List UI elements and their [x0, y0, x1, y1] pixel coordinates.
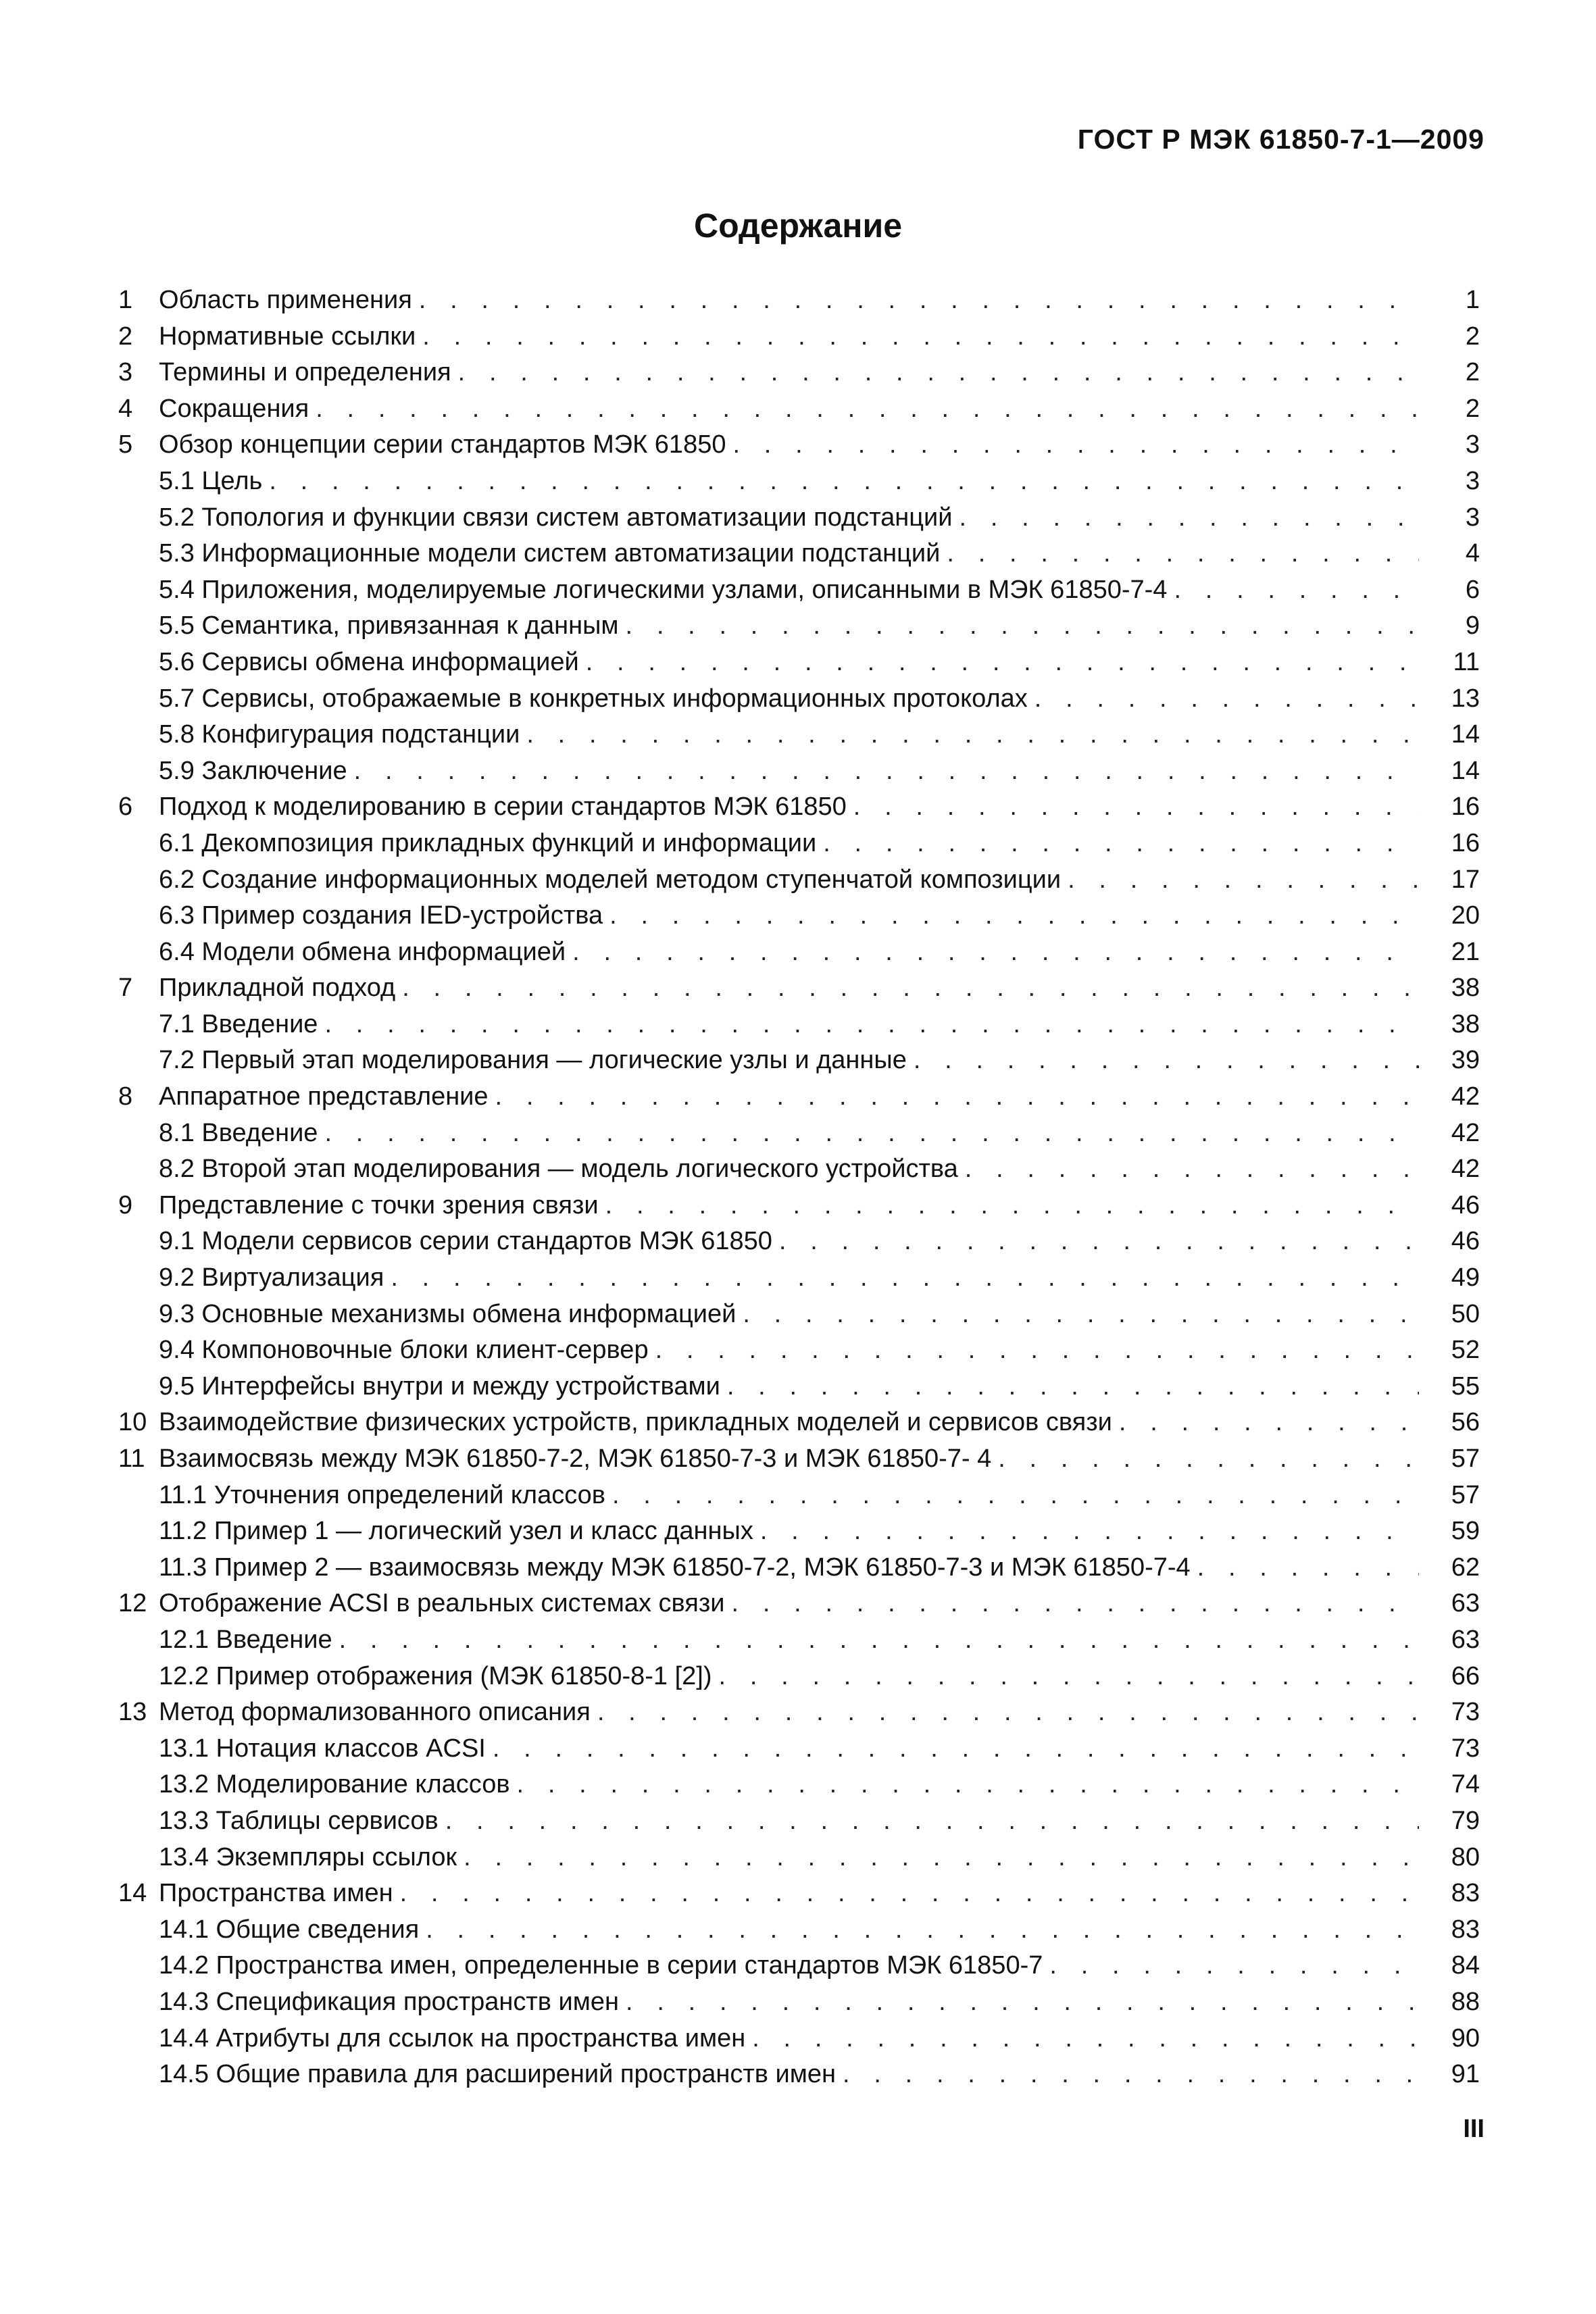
toc-entry[interactable] — [118, 1912, 1480, 1948]
dot-leader — [626, 1984, 1419, 2021]
toc-entry[interactable] — [118, 1260, 1480, 1297]
toc-entry-page: 6 — [1465, 575, 1480, 604]
toc-entry-body — [159, 1332, 1419, 1369]
toc-entry-page: 73 — [1451, 1698, 1480, 1727]
toc-entry[interactable] — [118, 717, 1480, 753]
toc-entry-number: 14 — [118, 1879, 147, 1908]
toc-entry-title: 13.1 Нотация классов ACSI — [159, 1734, 486, 1763]
toc-entry-body — [159, 1694, 1419, 1731]
dot-leader — [1049, 1948, 1419, 1984]
dot-leader — [597, 1694, 1419, 1731]
dot-leader — [743, 1297, 1419, 1333]
toc-entry-body — [159, 282, 1419, 319]
toc-entry[interactable] — [118, 898, 1480, 934]
document-code-header: ГОСТ Р МЭК 61850-7-1—2009 — [1077, 124, 1485, 155]
toc-entry-title: 8.1 Введение — [159, 1118, 318, 1147]
toc-entry[interactable] — [118, 681, 1480, 718]
toc-entry-number: 12 — [118, 1589, 147, 1618]
toc-entry-title: 6.3 Пример создания IED-устройства — [159, 901, 603, 930]
toc-entry-body — [159, 463, 1419, 500]
toc-entry-body — [159, 1948, 1419, 1984]
toc-entry-body — [159, 536, 1419, 572]
toc-entry-page: 63 — [1451, 1625, 1480, 1654]
toc-entry-title: 9.4 Компоновочные блоки клиент-сервер — [159, 1336, 649, 1365]
toc-entry-body — [159, 391, 1419, 428]
toc-entry-title: 6.2 Создание информационных моделей методом ступенчатой композиции — [159, 865, 1062, 894]
toc-entry-body — [159, 1260, 1419, 1297]
toc-entry[interactable] — [118, 753, 1480, 790]
toc-entry-title: Пространства имен — [159, 1879, 393, 1908]
dot-leader — [1197, 1550, 1419, 1586]
toc-entry[interactable] — [118, 1731, 1480, 1767]
toc-entry-body — [159, 1622, 1419, 1659]
toc-entry[interactable] — [118, 1622, 1480, 1659]
toc-entry-body — [159, 970, 1419, 1007]
toc-entry[interactable] — [118, 500, 1480, 536]
toc-entry-page: 63 — [1451, 1589, 1480, 1618]
toc-entry-page: 20 — [1451, 901, 1480, 930]
toc-entry-number: 8 — [118, 1082, 133, 1111]
toc-entry-body — [159, 1441, 1419, 1478]
toc-entry[interactable] — [118, 1984, 1480, 2021]
toc-entry-body — [159, 934, 1419, 971]
page-number-footer: III — [1463, 2115, 1485, 2143]
toc-entry-page: 84 — [1451, 1951, 1480, 1980]
toc-entry[interactable] — [118, 1079, 1480, 1115]
toc-entry-page: 21 — [1451, 937, 1480, 966]
toc-entry-body — [159, 1405, 1419, 1441]
dot-leader — [1068, 862, 1419, 899]
toc-entry-title: Сокращения — [159, 394, 309, 423]
toc-entry[interactable] — [118, 355, 1480, 391]
toc-entry-page: 38 — [1451, 974, 1480, 1003]
dot-leader — [1119, 1405, 1419, 1441]
toc-entry-title: Представление с точки зрения связи — [159, 1190, 599, 1219]
table-of-contents — [118, 282, 1480, 2093]
dot-leader — [998, 1441, 1419, 1478]
dot-leader — [422, 319, 1419, 355]
toc-entry[interactable] — [118, 645, 1480, 681]
toc-entry-page: 49 — [1451, 1263, 1480, 1292]
toc-entry[interactable] — [118, 1369, 1480, 1405]
toc-entry-body — [159, 1478, 1419, 1514]
dot-leader — [719, 1659, 1419, 1695]
toc-entry-body — [159, 789, 1419, 826]
toc-entry-body — [159, 2057, 1419, 2093]
toc-entry-page: 66 — [1451, 1661, 1480, 1690]
dot-leader — [965, 1151, 1419, 1188]
toc-entry-number: 9 — [118, 1190, 133, 1219]
toc-entry-number: 13 — [118, 1698, 147, 1727]
toc-entry[interactable] — [118, 1803, 1480, 1840]
toc-entry-page: 13 — [1451, 684, 1480, 713]
toc-entry-page: 88 — [1451, 1987, 1480, 2016]
toc-entry-title: Отображение ACSI в реальных системах связи — [159, 1589, 725, 1618]
toc-entry[interactable] — [118, 391, 1480, 428]
toc-entry[interactable] — [118, 1840, 1480, 1876]
dot-leader — [339, 1622, 1419, 1659]
page-title: Содержание — [693, 207, 903, 245]
toc-entry-page: 4 — [1465, 539, 1480, 568]
dot-leader — [458, 355, 1419, 391]
toc-entry-body — [159, 1115, 1419, 1152]
toc-entry-title: Взаимосвязь между МЭК 61850-7-2, МЭК 61850-7-3 и МЭК 61850-7- 4 — [159, 1444, 992, 1473]
toc-entry-page: 42 — [1451, 1082, 1480, 1111]
toc-entry[interactable] — [118, 1007, 1480, 1043]
toc-entry-page: 83 — [1451, 1915, 1480, 1944]
dot-leader — [445, 1803, 1419, 1840]
dot-leader — [324, 1115, 1419, 1152]
toc-entry-title: 14.5 Общие правила для расширений пространств имен — [159, 2060, 836, 2089]
dot-leader — [626, 608, 1419, 645]
toc-entry-title: 5.6 Сервисы обмена информацией — [159, 647, 579, 676]
toc-entry-page: 46 — [1451, 1227, 1480, 1256]
dot-leader — [586, 645, 1419, 681]
toc-entry-body — [159, 1224, 1419, 1260]
toc-entry-page: 90 — [1451, 2023, 1480, 2053]
toc-entry-title: 7.2 Первый этап моделирования — логические узлы и данные — [159, 1046, 907, 1075]
toc-entry-number: 2 — [118, 322, 133, 351]
toc-entry-body — [159, 1984, 1419, 2021]
toc-entry-body — [159, 1659, 1419, 1695]
dot-leader — [612, 1478, 1419, 1514]
toc-entry-title: 14.1 Общие сведения — [159, 1915, 420, 1944]
toc-entry-page: 62 — [1451, 1553, 1480, 1582]
toc-entry-page: 50 — [1451, 1299, 1480, 1328]
toc-entry-title: 5.8 Конфигурация подстанции — [159, 720, 520, 749]
dot-leader — [316, 391, 1419, 428]
dot-leader — [400, 1876, 1419, 1912]
toc-entry-title: Прикладной подход — [159, 974, 396, 1003]
toc-entry-page: 83 — [1451, 1879, 1480, 1908]
dot-leader — [426, 1912, 1419, 1948]
toc-entry-title: 5.9 Заключение — [159, 756, 347, 785]
toc-entry-page: 38 — [1451, 1009, 1480, 1038]
toc-entry-page: 2 — [1465, 358, 1480, 387]
toc-entry-title: 9.2 Виртуализация — [159, 1263, 384, 1292]
toc-entry-page: 79 — [1451, 1806, 1480, 1835]
dot-leader — [779, 1224, 1419, 1260]
dot-leader — [823, 826, 1419, 862]
dot-leader — [760, 1513, 1419, 1550]
toc-entry[interactable] — [118, 427, 1480, 463]
toc-entry[interactable] — [118, 789, 1480, 826]
toc-entry[interactable] — [118, 1188, 1480, 1224]
toc-entry[interactable] — [118, 1586, 1480, 1622]
dot-leader — [354, 753, 1419, 790]
toc-entry-page: 80 — [1451, 1842, 1480, 1871]
toc-entry-title: Взаимодействие физических устройств, прикладных моделей и сервисов связи — [159, 1408, 1112, 1437]
toc-entry-page: 1 — [1465, 286, 1480, 314]
dot-leader — [464, 1840, 1419, 1876]
dot-leader — [1034, 681, 1419, 718]
toc-entry[interactable] — [118, 1694, 1480, 1731]
toc-entry[interactable] — [118, 1513, 1480, 1550]
dot-leader — [732, 1586, 1419, 1622]
toc-entry-number: 10 — [118, 1408, 147, 1437]
toc-entry-body — [159, 1803, 1419, 1840]
dot-leader — [732, 427, 1419, 463]
toc-entry-title: 5.3 Информационные модели систем автоматизации подстанций — [159, 539, 941, 568]
dot-leader — [727, 1369, 1419, 1405]
dot-leader — [391, 1260, 1419, 1297]
toc-entry-title: 11.3 Пример 2 — взаимосвязь между МЭК 61850-7-2, МЭК 61850-7-3 и МЭК 61850-7-4 — [159, 1553, 1191, 1582]
toc-entry[interactable] — [118, 1151, 1480, 1188]
toc-entry-title: 14.3 Спецификация пространств имен — [159, 1987, 619, 2016]
toc-entry-body — [159, 1007, 1419, 1043]
toc-entry-body — [159, 1079, 1419, 1115]
toc-entry-number: 1 — [118, 286, 133, 314]
toc-entry-body — [159, 753, 1419, 790]
toc-entry-page: 56 — [1451, 1408, 1480, 1437]
toc-entry-title: 11.2 Пример 1 — логический узел и класс данных — [159, 1517, 753, 1546]
toc-entry-body — [159, 898, 1419, 934]
toc-entry-title: 9.5 Интерфейсы внутри и между устройствами — [159, 1372, 720, 1401]
toc-entry-number: 3 — [118, 358, 133, 387]
toc-entry-page: 11 — [1453, 647, 1480, 676]
toc-entry-body — [159, 1369, 1419, 1405]
dot-leader — [853, 789, 1419, 826]
toc-entry-body — [159, 608, 1419, 645]
toc-entry-title: Нормативные ссылки — [159, 322, 416, 351]
toc-entry-title: Подход к моделированию в серии стандартов МЭК 61850 — [159, 793, 847, 822]
dot-leader — [517, 1767, 1419, 1803]
toc-entry-page: 3 — [1465, 503, 1480, 532]
dot-leader — [843, 2057, 1419, 2093]
toc-entry-page: 57 — [1451, 1444, 1480, 1473]
toc-entry-page: 46 — [1451, 1190, 1480, 1219]
toc-entry-title: 12.2 Пример отображения (МЭК 61850-8-1 [2]) — [159, 1661, 712, 1690]
toc-entry-title: Аппаратное представление — [159, 1082, 489, 1111]
toc-entry-title: 5.5 Семантика, привязанная к данным — [159, 611, 619, 640]
toc-entry-body — [159, 1550, 1419, 1586]
toc-entry-number: 5 — [118, 430, 133, 459]
toc-entry-page: 57 — [1451, 1480, 1480, 1509]
toc-entry-title: 13.4 Экземпляры ссылок — [159, 1842, 457, 1871]
toc-entry[interactable] — [118, 1441, 1480, 1478]
toc-entry[interactable] — [118, 1659, 1480, 1695]
toc-entry[interactable] — [118, 608, 1480, 645]
toc-entry[interactable] — [118, 1876, 1480, 1912]
toc-entry-page: 14 — [1451, 720, 1480, 749]
toc-entry-title: 7.1 Введение — [159, 1009, 318, 1038]
toc-entry-title: 14.2 Пространства имен, определенные в серии стандартов МЭК 61850-7 — [159, 1951, 1043, 1980]
toc-entry-page: 17 — [1451, 865, 1480, 894]
toc-entry-number: 11 — [118, 1444, 145, 1473]
toc-entry-page: 3 — [1465, 430, 1480, 459]
toc-entry[interactable] — [118, 282, 1480, 319]
toc-entry-body — [159, 826, 1419, 862]
toc-entry-page: 39 — [1451, 1046, 1480, 1075]
toc-entry-body — [159, 1912, 1419, 1948]
toc-entry-page: 91 — [1451, 2060, 1480, 2089]
toc-entry-page: 74 — [1451, 1770, 1480, 1799]
toc-entry-page: 2 — [1465, 322, 1480, 351]
toc-entry-page: 59 — [1451, 1517, 1480, 1546]
toc-entry-body — [159, 355, 1419, 391]
toc-entry[interactable] — [118, 536, 1480, 572]
toc-entry-body — [159, 1513, 1419, 1550]
toc-entry-body — [159, 1731, 1419, 1767]
toc-entry[interactable] — [118, 1042, 1480, 1079]
toc-entry-body — [159, 1042, 1419, 1079]
toc-entry-title: 14.4 Атрибуты для ссылок на пространства имен — [159, 2023, 746, 2053]
toc-entry-title: 5.4 Приложения, моделируемые логическими узлами, описанными в МЭК 61850-7-4 — [159, 575, 1168, 604]
toc-entry-body — [159, 319, 1419, 355]
toc-entry-body — [159, 1188, 1419, 1224]
dot-leader — [914, 1042, 1419, 1079]
dot-leader — [752, 2021, 1419, 2057]
dot-leader — [526, 717, 1419, 753]
dot-leader — [324, 1007, 1419, 1043]
toc-entry-page: 73 — [1451, 1734, 1480, 1763]
toc-entry-title: 5.1 Цель — [159, 466, 263, 495]
toc-entry-number: 4 — [118, 394, 133, 423]
toc-entry-body — [159, 427, 1419, 463]
toc-entry[interactable] — [118, 970, 1480, 1007]
toc-entry-page: 9 — [1465, 611, 1480, 640]
toc-entry-body — [159, 1151, 1419, 1188]
toc-entry-body — [159, 2021, 1419, 2057]
toc-entry-body — [159, 1840, 1419, 1876]
toc-entry[interactable] — [118, 1405, 1480, 1441]
toc-entry-body — [159, 717, 1419, 753]
toc-entry-title: 11.1 Уточнения определений классов — [159, 1480, 605, 1509]
toc-entry[interactable] — [118, 2057, 1480, 2093]
toc-entry-body — [159, 500, 1419, 536]
toc-entry[interactable] — [118, 572, 1480, 609]
toc-entry-title: 5.7 Сервисы, отображаемые в конкретных информационных протоколах — [159, 684, 1028, 713]
dot-leader — [269, 463, 1419, 500]
dot-leader — [402, 970, 1419, 1007]
dot-leader — [959, 500, 1419, 536]
toc-entry-page: 42 — [1451, 1118, 1480, 1147]
toc-entry[interactable] — [118, 1550, 1480, 1586]
toc-entry-title: 12.1 Введение — [159, 1625, 332, 1654]
toc-entry[interactable] — [118, 1767, 1480, 1803]
toc-entry-body — [159, 1767, 1419, 1803]
toc-entry-body — [159, 645, 1419, 681]
toc-entry[interactable] — [118, 319, 1480, 355]
toc-entry[interactable] — [118, 934, 1480, 971]
toc-entry-title: 13.3 Таблицы сервисов — [159, 1806, 439, 1835]
toc-entry-page: 16 — [1451, 828, 1480, 857]
toc-entry-body — [159, 1586, 1419, 1622]
toc-entry-page: 42 — [1451, 1155, 1480, 1184]
toc-entry[interactable] — [118, 862, 1480, 899]
dot-leader — [605, 1188, 1419, 1224]
toc-entry-number: 6 — [118, 793, 133, 822]
toc-entry-title: Область применения — [159, 286, 412, 314]
toc-entry[interactable] — [118, 1332, 1480, 1369]
toc-entry-title: 13.2 Моделирование классов — [159, 1770, 510, 1799]
toc-entry-title: 5.2 Топология и функции связи систем автоматизации подстанций — [159, 503, 953, 532]
dot-leader — [655, 1332, 1419, 1369]
toc-entry-page: 52 — [1451, 1336, 1480, 1365]
toc-entry[interactable] — [118, 1948, 1480, 1984]
toc-entry-page: 16 — [1451, 793, 1480, 822]
toc-entry[interactable] — [118, 2021, 1480, 2057]
toc-entry-title: 9.3 Основные механизмы обмена информацией — [159, 1299, 737, 1328]
dot-leader — [419, 282, 1419, 319]
toc-entry-body — [159, 1297, 1419, 1333]
toc-entry-title: 6.4 Модели обмена информацией — [159, 937, 566, 966]
dot-leader — [1174, 572, 1419, 609]
toc-entry[interactable] — [118, 1224, 1480, 1260]
dot-leader — [495, 1079, 1419, 1115]
dot-leader — [609, 898, 1419, 934]
toc-entry-body — [159, 1876, 1419, 1912]
toc-entry[interactable] — [118, 1478, 1480, 1514]
toc-entry[interactable] — [118, 1115, 1480, 1152]
toc-entry-title: Обзор концепции серии стандартов МЭК 61850 — [159, 430, 726, 459]
dot-leader — [493, 1731, 1419, 1767]
toc-entry-page: 2 — [1465, 394, 1480, 423]
toc-entry[interactable] — [118, 463, 1480, 500]
toc-entry-title: 9.1 Модели сервисов серии стандартов МЭК 61850 — [159, 1227, 772, 1256]
toc-entry-title: Термины и определения — [159, 358, 451, 387]
dot-leader — [947, 536, 1419, 572]
toc-entry-title: 8.2 Второй этап моделирования — модель логического устройства — [159, 1155, 958, 1184]
toc-entry-title: Метод формализованного описания — [159, 1698, 591, 1727]
toc-entry[interactable] — [118, 1297, 1480, 1333]
toc-entry[interactable] — [118, 826, 1480, 862]
toc-entry-page: 3 — [1465, 466, 1480, 495]
toc-entry-body — [159, 681, 1419, 718]
toc-entry-body — [159, 572, 1419, 609]
toc-entry-body — [159, 862, 1419, 899]
toc-entry-number: 7 — [118, 974, 133, 1003]
toc-entry-title: 6.1 Декомпозиция прикладных функций и информации — [159, 828, 817, 857]
dot-leader — [572, 934, 1419, 971]
toc-entry-page: 14 — [1451, 756, 1480, 785]
toc-entry-page: 55 — [1451, 1372, 1480, 1401]
